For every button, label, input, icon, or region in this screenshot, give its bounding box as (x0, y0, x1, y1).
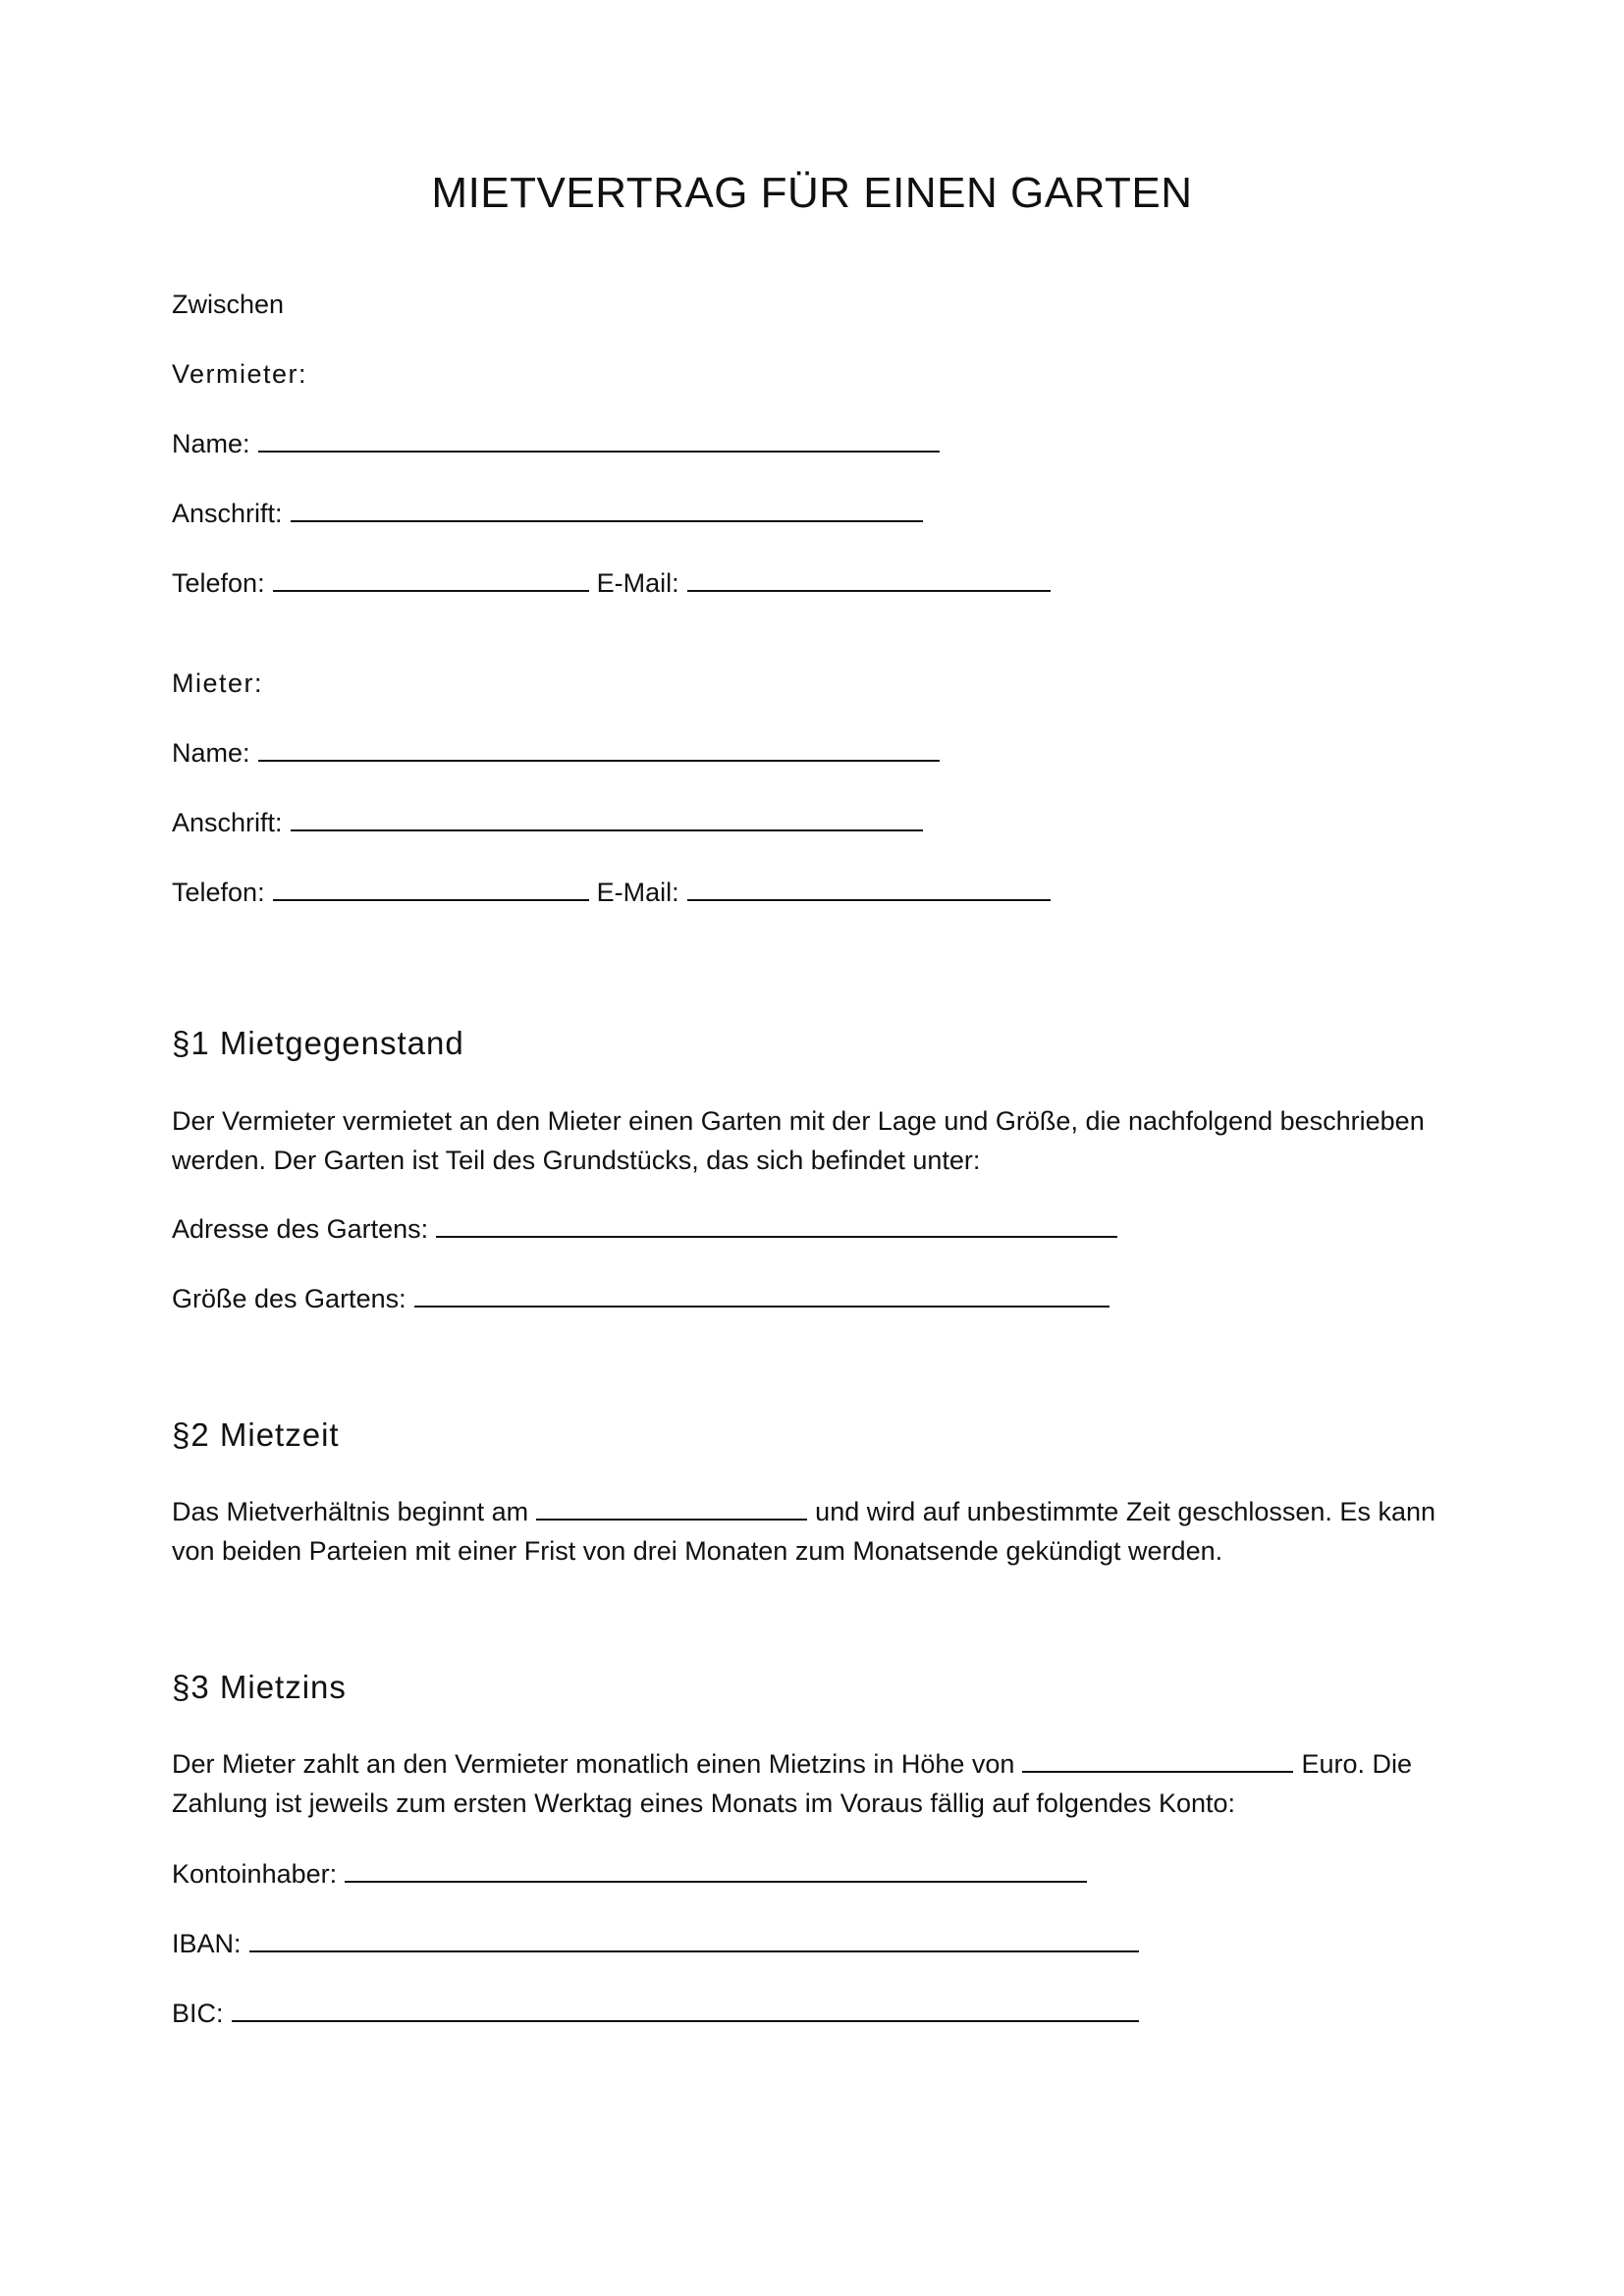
tenant-heading: Mieter: (172, 668, 264, 698)
landlord-email-field[interactable] (687, 568, 1051, 592)
section1-text: Der Vermieter vermietet an den Mieter einen Garten mit der Lage und Größe, die nachfolgend beschrieben werden. Der Garten ist Teil des Grundstücks, das sich befindet unter: (172, 1106, 1425, 1175)
landlord-name-field[interactable] (258, 429, 940, 453)
section2-text (172, 1492, 1468, 1571)
landlord-contact-row (172, 567, 1058, 599)
start-date-field[interactable] (536, 1497, 807, 1521)
section3-text-end: Euro. Die Zahlung ist jeweils zum ersten Werktag eines Monats im Voraus fällig auf folgendes Konto: (172, 1749, 1412, 1818)
account-holder-label: Kontoinhaber: (172, 1859, 338, 1889)
tenant-phone-field[interactable] (273, 878, 589, 901)
intro-text: Zwischen (172, 290, 285, 319)
garden-size-field[interactable] (414, 1284, 1110, 1308)
garden-address-row (172, 1213, 1125, 1245)
tenant-name-row (172, 737, 947, 769)
iban-row (172, 1928, 1147, 1959)
section2-text-start: Das Mietverhältnis beginnt am (172, 1497, 529, 1526)
tenant-address-row (172, 807, 931, 838)
section3-text (172, 1744, 1468, 1823)
garden-size-row (172, 1283, 1117, 1314)
tenant-contact-row (172, 877, 1058, 908)
rent-amount-field[interactable] (1022, 1749, 1293, 1773)
tenant-address-label: Anschrift: (172, 808, 283, 837)
landlord-address-row (172, 498, 931, 529)
iban-label: IBAN: (172, 1929, 242, 1958)
account-holder-row (172, 1858, 1095, 1890)
section1-heading: §1 Mietgegenstand (172, 1025, 464, 1061)
tenant-phone-label: Telefon: (172, 878, 265, 907)
landlord-email-label: E-Mail: (596, 568, 679, 598)
landlord-phone-label: Telefon: (172, 568, 265, 598)
bic-row (172, 1998, 1147, 2029)
tenant-email-field[interactable] (687, 878, 1051, 901)
section2-text-end: und wird auf unbestimmte Zeit geschlossen. Es kann von beiden Parteien mit einer Frist von drei Monaten zum Monatsende gekündigt werden. (172, 1497, 1435, 1566)
tenant-name-field[interactable] (258, 738, 940, 762)
garden-size-label: Größe des Gartens: (172, 1284, 406, 1313)
landlord-address-label: Anschrift: (172, 499, 283, 528)
tenant-name-label: Name: (172, 738, 250, 768)
section3-heading: §3 Mietzins (172, 1669, 347, 1705)
account-holder-field[interactable] (345, 1859, 1087, 1883)
section3-text-start: Der Mieter zahlt an den Vermieter monatlich einen Mietzins in Höhe von (172, 1749, 1015, 1779)
landlord-heading: Vermieter: (172, 359, 308, 389)
section2-heading: §2 Mietzeit (172, 1416, 340, 1453)
garden-address-label: Adresse des Gartens: (172, 1214, 429, 1244)
landlord-phone-field[interactable] (273, 568, 589, 592)
landlord-address-field[interactable] (291, 499, 923, 522)
document-title: MIETVERTRAG FÜR EINEN GARTEN (431, 169, 1193, 217)
garden-address-field[interactable] (436, 1214, 1117, 1238)
bic-label: BIC: (172, 1999, 224, 2028)
landlord-name-row (172, 428, 947, 459)
bic-field[interactable] (232, 1999, 1139, 2022)
landlord-name-label: Name: (172, 429, 250, 458)
tenant-address-field[interactable] (291, 808, 923, 831)
iban-field[interactable] (249, 1929, 1139, 1952)
tenant-email-label: E-Mail: (596, 878, 679, 907)
